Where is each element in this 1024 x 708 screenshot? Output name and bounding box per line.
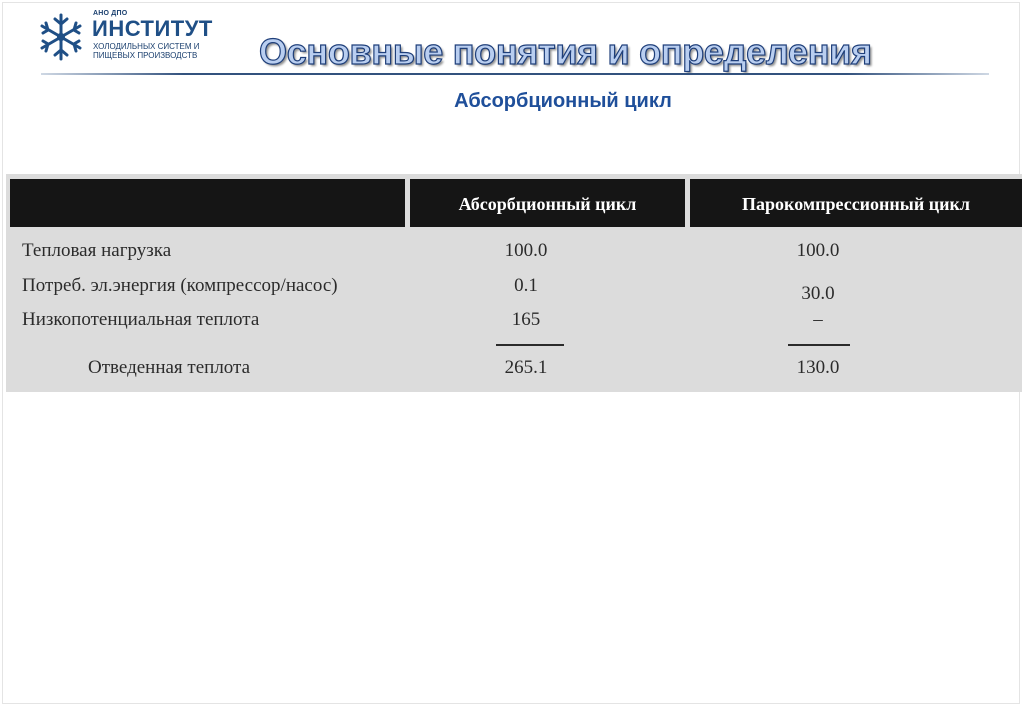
logo-small-text: АНО ДПО	[93, 10, 128, 17]
snowflake-icon	[35, 11, 87, 63]
header-cell-compression: Парокомпрессионный цикл	[690, 179, 1022, 227]
page-title: Основные понятия и определения	[259, 31, 872, 72]
institute-logo	[35, 9, 235, 65]
sum-divider-compression	[788, 344, 850, 346]
header-cell-absorption: Абсорбционный цикл	[410, 179, 685, 227]
table-row	[6, 275, 1022, 309]
header-cell-empty	[10, 179, 405, 227]
table-header	[6, 174, 1022, 227]
logo-sub-line2: ПИЩЕВЫХ ПРОИЗВОДСТВ	[93, 51, 198, 60]
sum-divider-absorption	[496, 344, 564, 346]
row-label: Тепловая нагрузка	[22, 240, 172, 261]
table-row-total	[6, 357, 1022, 391]
row-label: Отведенная теплота	[88, 357, 251, 378]
row-label: Низкопотенциальная теплота	[22, 309, 260, 330]
slide	[2, 2, 1020, 704]
logo-sub-line1: ХОЛОДИЛЬНЫХ СИСТЕМ И	[93, 42, 200, 51]
compression-value: 130.0	[796, 357, 840, 378]
compression-value: 100.0	[796, 240, 840, 261]
table-row	[6, 240, 1022, 274]
absorption-value: 265.1	[504, 357, 548, 378]
table-row	[6, 309, 1022, 343]
absorption-value: 165	[511, 309, 541, 330]
logo-sub-text	[93, 42, 243, 60]
title-divider	[41, 73, 989, 75]
compression-value: –	[813, 309, 823, 330]
slide-subtitle: Абсорбционный цикл	[454, 90, 672, 112]
absorption-value: 0.1	[514, 275, 538, 296]
logo-main-text: ИНСТИТУТ	[92, 16, 213, 41]
row-label: Потреб. эл.энергия (компрессор/насос)	[22, 275, 338, 296]
absorption-value: 100.0	[504, 240, 548, 261]
comparison-table	[6, 174, 1022, 392]
compression-value: 30.0	[801, 283, 835, 304]
